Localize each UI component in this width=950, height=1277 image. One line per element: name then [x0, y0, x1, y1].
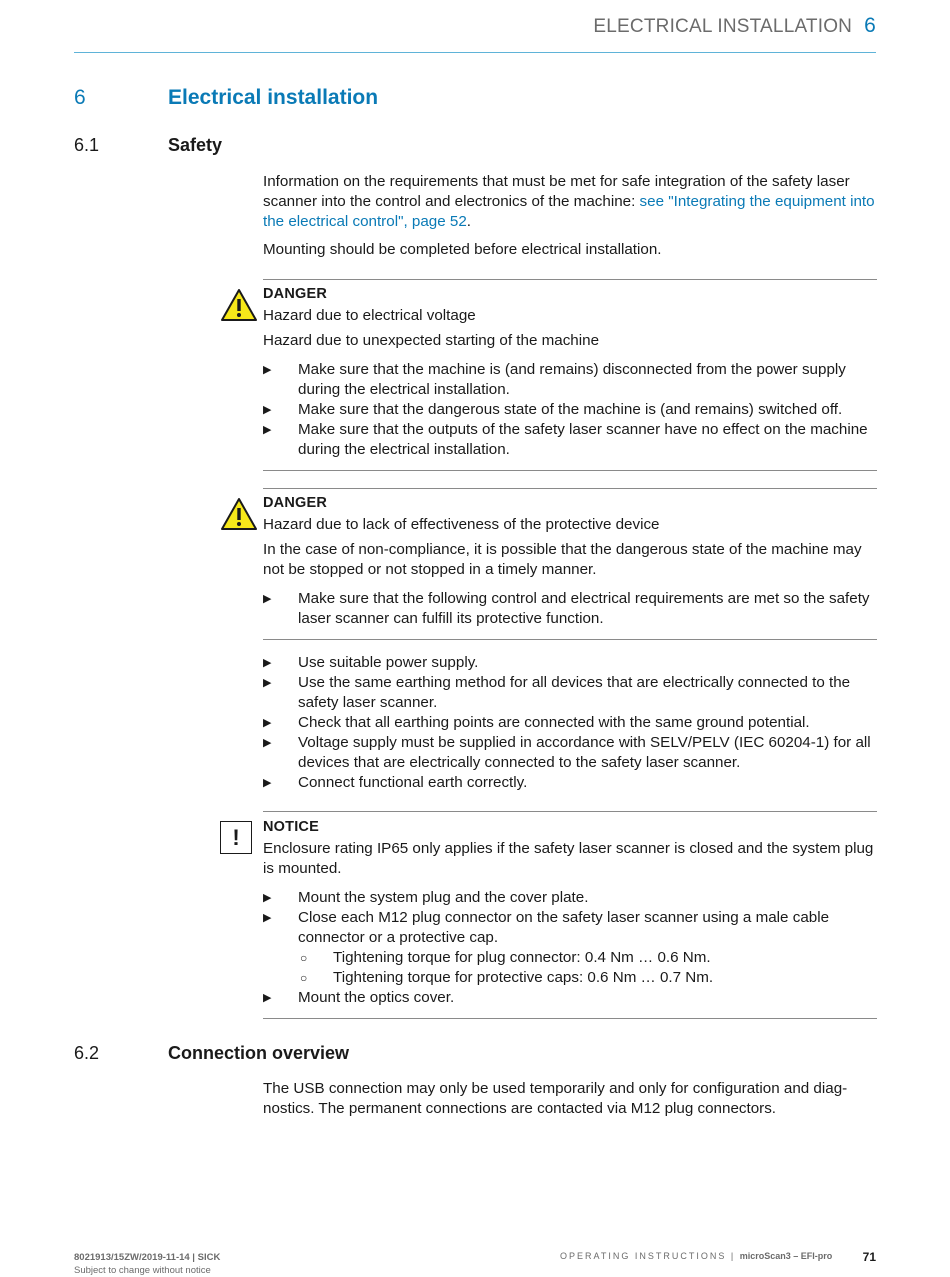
footer-left: [74, 1251, 220, 1277]
bullet-arrow-icon: ▶: [263, 777, 272, 789]
list-item-text: Make sure that the following control and electrical requirements are met so the safety laser scanner can fulfill its protective function.: [298, 590, 870, 627]
list-item: [263, 360, 878, 400]
danger2-label: DANGER: [263, 495, 328, 511]
bullet-circle-icon: ○: [300, 951, 308, 965]
cross-reference-link[interactable]: see "Integrating the equipment into the electrical control", page 52: [263, 193, 875, 230]
list-item-text: Close each M12 plug connector on the safety laser scanner using a male cable connector or a protective cap.: [298, 909, 830, 946]
list-item-text: Mount the optics cover.: [298, 989, 455, 1006]
danger2-top-rule: [263, 488, 877, 489]
bullet-arrow-icon: ▶: [263, 717, 272, 729]
list-item-text: Check that all earthing points are connected with the same ground potential.: [298, 714, 810, 731]
list-item: [263, 589, 878, 629]
chapter-number: 6: [74, 86, 86, 109]
connection-paragraph: The USB connection may only be used temporarily and only for configuration and diag-nostics. The permanent connections are contacted via M12 plug connectors.: [263, 1080, 848, 1117]
sub-list: [298, 948, 878, 988]
list-item: [263, 773, 878, 793]
bullet-arrow-icon: ▶: [263, 737, 272, 749]
footer-doc-type: OPERATING INSTRUCTIONS |: [560, 1251, 740, 1261]
danger1-top-rule: [263, 279, 877, 280]
list-item: [263, 713, 878, 733]
header-rule: [74, 52, 876, 53]
bullet-arrow-icon: ▶: [263, 912, 272, 924]
list-item-text: Connect functional earth correctly.: [298, 774, 528, 791]
sub-list-item: [298, 968, 878, 988]
notice-bottom-rule: [263, 1018, 877, 1019]
sub-list-item-text: Tightening torque for protective caps: 0.6 Nm … 0.7 Nm.: [333, 969, 714, 986]
danger2-list: [263, 589, 878, 629]
notice-label: NOTICE: [263, 819, 319, 835]
section-title-safety: Safety: [168, 135, 223, 155]
bullet-arrow-icon: ▶: [263, 892, 272, 904]
sub-list-item-text: Tightening torque for plug connector: 0.4 Nm … 0.6 Nm.: [333, 949, 711, 966]
warning-triangle-icon: [220, 497, 258, 531]
footer-product: microScan3 – EFI-pro: [739, 1251, 833, 1261]
bullet-arrow-icon: ▶: [263, 424, 272, 436]
sub-list-item: [298, 948, 878, 968]
danger1-hazard-starting: Hazard due to unexpected starting of the machine: [263, 332, 600, 349]
list-item-text: Mount the system plug and the cover plate.: [298, 889, 589, 906]
chapter-title: Electrical installation: [168, 86, 379, 109]
danger1-label: DANGER: [263, 286, 328, 302]
notice-text: Enclosure rating IP65 only applies if the safety laser scanner is closed and the system plug is mounted.: [263, 840, 874, 877]
bullet-arrow-icon: ▶: [263, 992, 272, 1004]
bullet-arrow-icon: ▶: [263, 657, 272, 669]
notice-list: [263, 888, 878, 1008]
mounting-note: Mounting should be completed before electrical installation.: [263, 241, 662, 258]
bullet-arrow-icon: ▶: [263, 364, 272, 376]
intro-end: .: [466, 213, 472, 230]
danger2-bottom-rule: [263, 639, 877, 640]
page-number: 71: [862, 1250, 876, 1264]
bullet-arrow-icon: ▶: [263, 593, 272, 605]
warning-triangle-icon: [220, 288, 258, 322]
list-item-text: Make sure that the machine is (and remains) disconnected from the power supply during the electrical installation.: [298, 361, 846, 398]
footer-subject: Subject to change without notice: [74, 1265, 211, 1276]
requirements-list: [263, 653, 878, 793]
list-item: [263, 988, 878, 1008]
section-number-6-1: 6.1: [74, 135, 100, 155]
section-number-6-2: 6.2: [74, 1043, 100, 1063]
danger1-hazard-voltage: Hazard due to electrical voltage: [263, 307, 476, 324]
intro-text: Information on the requirements that must be met for safe integration of the safety laser scanner into the control and electronics of the machine:: [263, 173, 850, 210]
list-item: [263, 888, 878, 908]
header-chapter-title: ELECTRICAL INSTALLATION: [593, 16, 853, 37]
list-item: [263, 908, 878, 988]
footer-center: [560, 1251, 832, 1261]
list-item: [263, 653, 878, 673]
intro-paragraph: [263, 172, 878, 232]
running-header: [593, 14, 876, 38]
list-item: [263, 673, 878, 713]
danger1-bottom-rule: [263, 470, 877, 471]
notice-top-rule: [263, 811, 877, 812]
section-title-connection-overview: Connection overview: [168, 1043, 350, 1063]
danger2-noncompliance: In the case of non-compliance, it is possible that the dangerous state of the machine may not be stopped or not stopped in a timely manner.: [263, 541, 862, 578]
footer-doc-id: 8021913/15ZW/2019-11-14 | SICK: [74, 1252, 221, 1263]
bullet-circle-icon: ○: [300, 971, 308, 985]
list-item: [263, 733, 878, 773]
list-item-text: Use the same earthing method for all devices that are electrically connected to the safety laser scanner.: [298, 674, 851, 711]
list-item-text: Voltage supply must be supplied in accordance with SELV/PELV (IEC 60204-1) for all devices that are electrically connected to the safety laser scanner.: [298, 734, 871, 771]
header-chapter-number: 6: [864, 14, 876, 37]
notice-exclamation-icon: !: [220, 821, 252, 854]
danger1-list: [263, 360, 878, 460]
bullet-arrow-icon: ▶: [263, 677, 272, 689]
list-item: [263, 400, 878, 420]
bullet-arrow-icon: ▶: [263, 404, 272, 416]
list-item: [263, 420, 878, 460]
list-item-text: Make sure that the dangerous state of the machine is (and remains) switched off.: [298, 401, 843, 418]
list-item-text: Make sure that the outputs of the safety laser scanner have no effect on the machine during the electrical installation.: [298, 421, 868, 458]
danger2-hazard-effectiveness: Hazard due to lack of effectiveness of the protective device: [263, 516, 660, 533]
list-item-text: Use suitable power supply.: [298, 654, 479, 671]
